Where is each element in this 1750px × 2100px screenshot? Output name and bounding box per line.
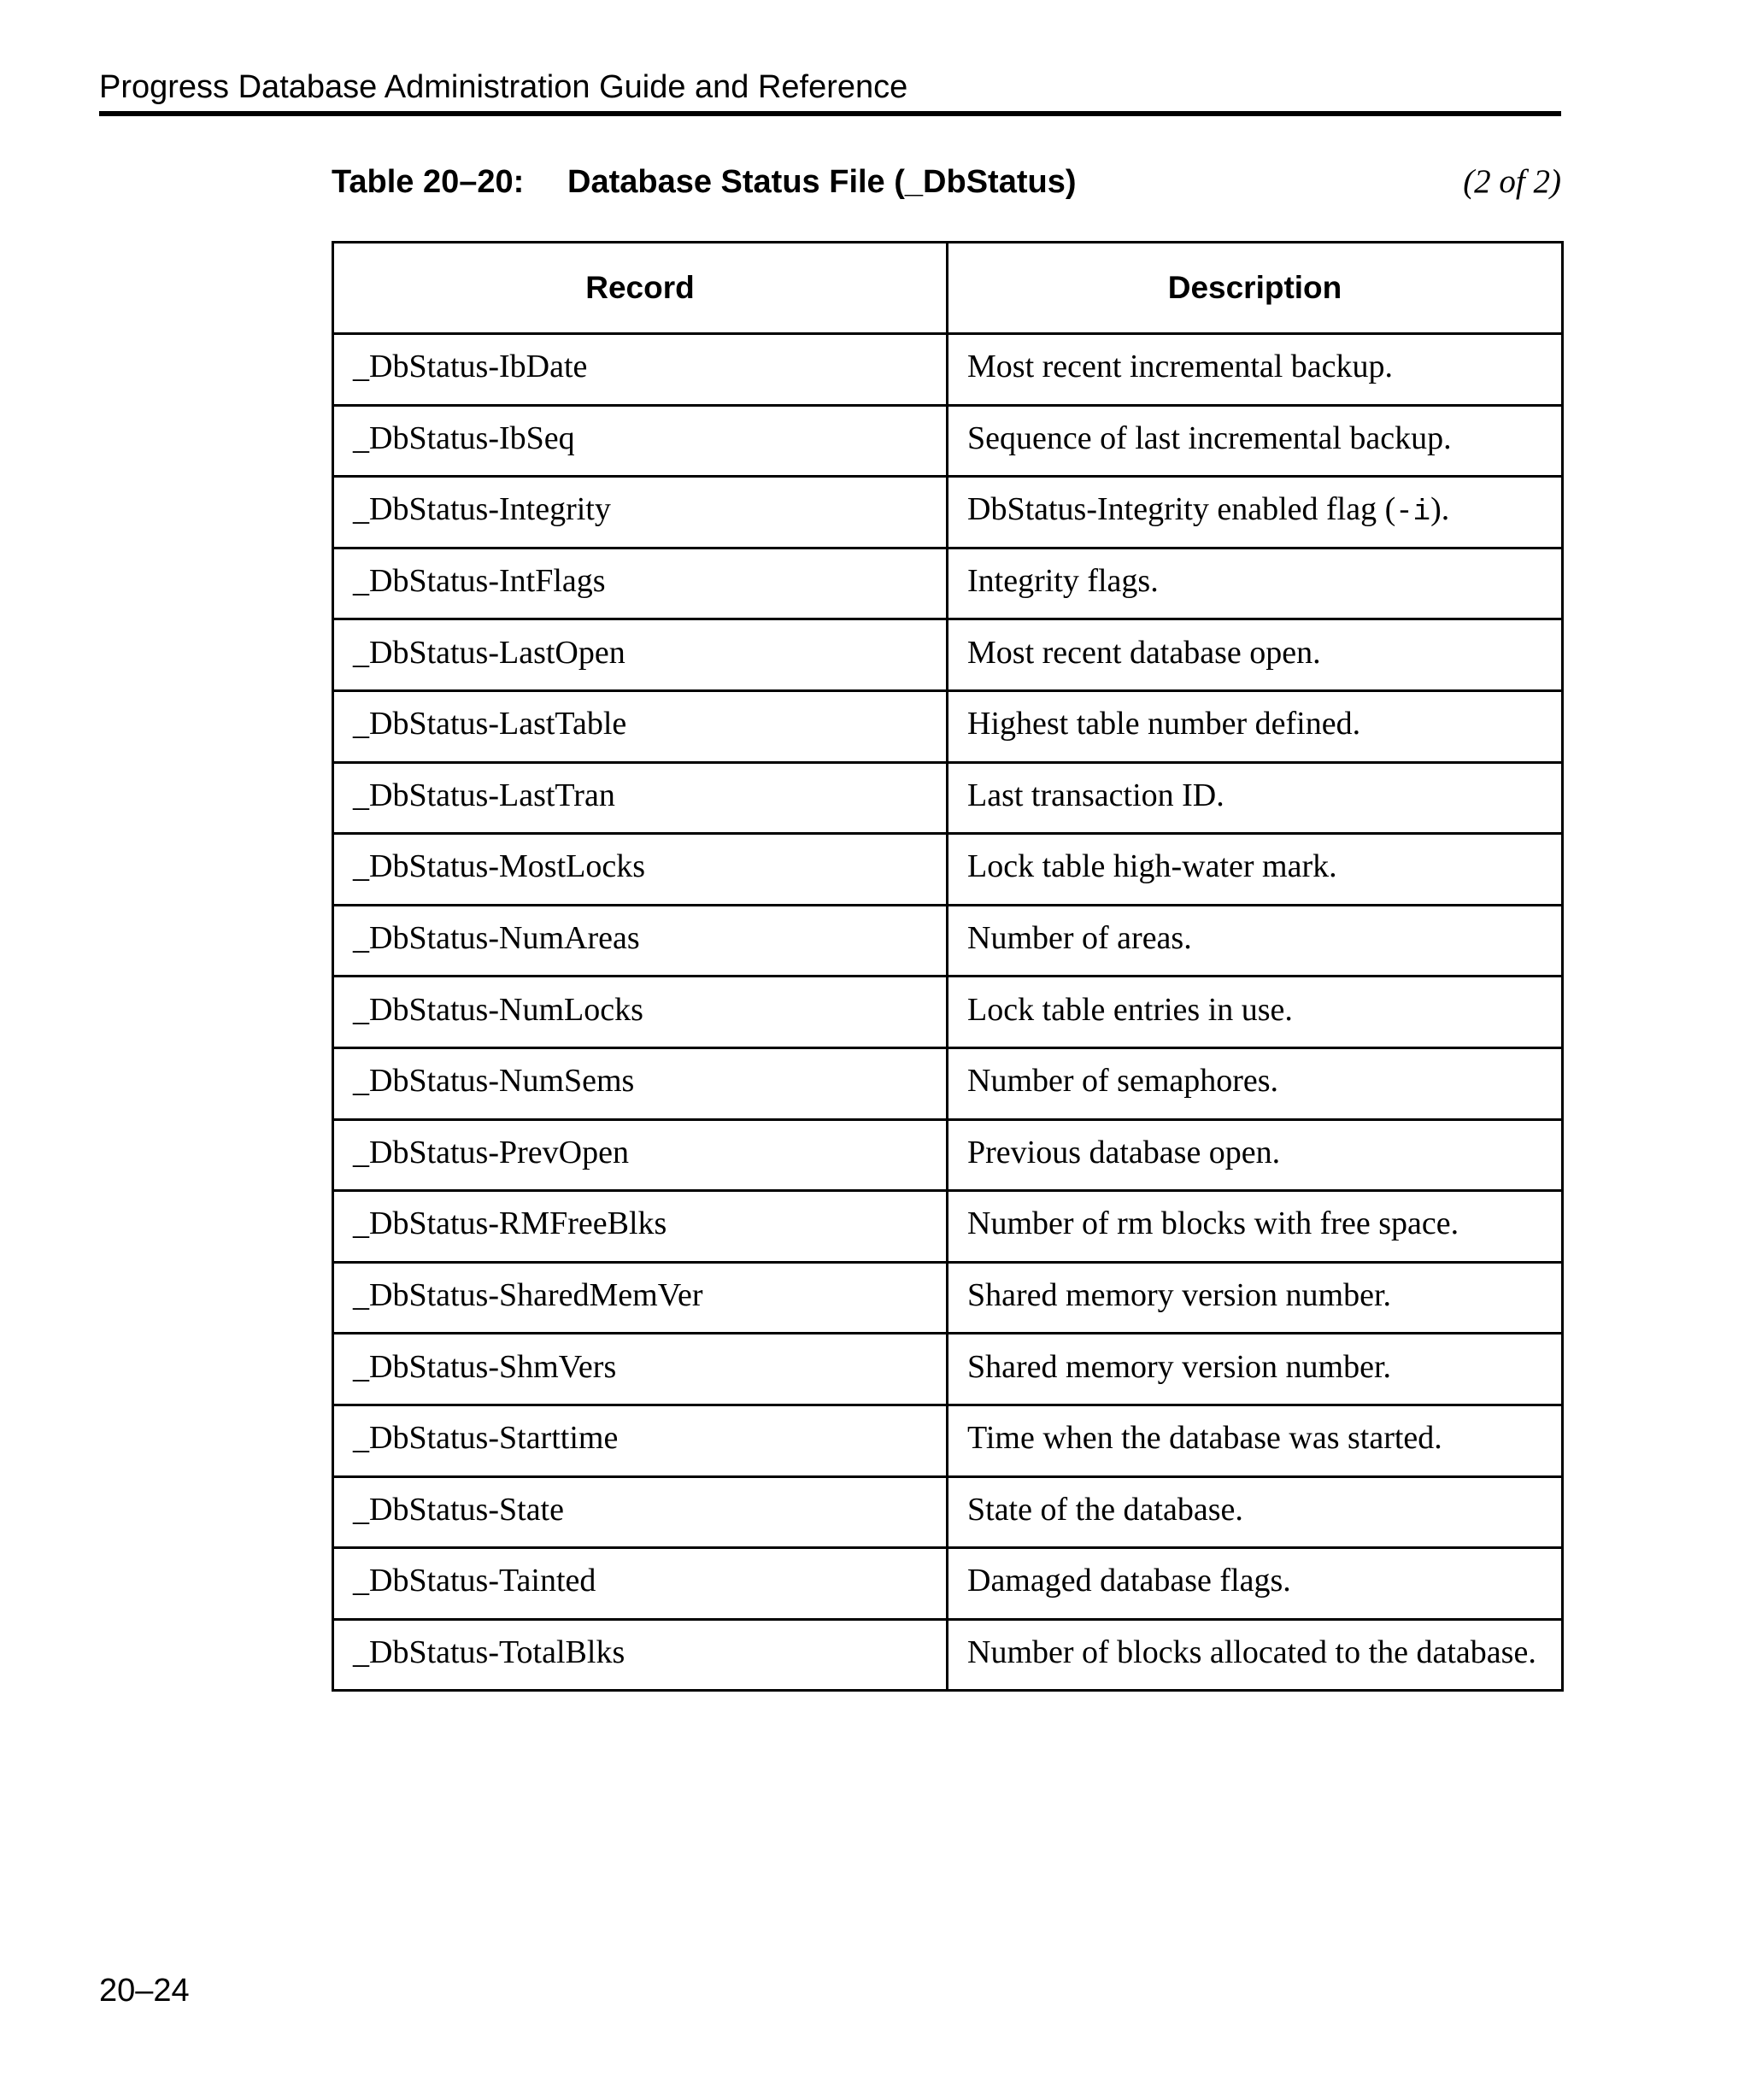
description-cell: Number of blocks allocated to the database. xyxy=(948,1619,1563,1691)
description-cell: Damaged database flags. xyxy=(948,1548,1563,1620)
description-cell: State of the database. xyxy=(948,1476,1563,1548)
table-caption xyxy=(332,161,1561,203)
table-row xyxy=(333,1334,1563,1405)
table-row xyxy=(333,619,1563,691)
table-row xyxy=(333,405,1563,477)
running-header: Progress Database Administration Guide and Reference xyxy=(99,69,908,105)
record-cell: _DbStatus-SharedMemVer xyxy=(333,1262,948,1334)
header-rule xyxy=(99,111,1561,116)
record-cell: _DbStatus-IbSeq xyxy=(333,405,948,477)
description-cell: Time when the database was started. xyxy=(948,1405,1563,1476)
description-cell: Number of rm blocks with free space. xyxy=(948,1191,1563,1263)
table-row xyxy=(333,690,1563,762)
record-cell: _DbStatus-LastOpen xyxy=(333,619,948,691)
table-row xyxy=(333,977,1563,1048)
table-title: Database Status File (_DbStatus) xyxy=(567,164,1077,200)
record-cell: _DbStatus-IbDate xyxy=(333,334,948,406)
table-row xyxy=(333,1619,1563,1691)
table-continuation: (2 of 2) xyxy=(1463,163,1561,200)
record-cell: _DbStatus-Integrity xyxy=(333,477,948,548)
option-code: -i xyxy=(1395,496,1431,529)
record-cell: _DbStatus-IntFlags xyxy=(333,548,948,619)
record-cell: _DbStatus-Tainted xyxy=(333,1548,948,1620)
description-cell: Last transaction ID. xyxy=(948,762,1563,834)
table-row xyxy=(333,1191,1563,1263)
description-cell: Most recent incremental backup. xyxy=(948,334,1563,406)
record-cell: _DbStatus-TotalBlks xyxy=(333,1619,948,1691)
record-cell: _DbStatus-ShmVers xyxy=(333,1334,948,1405)
record-cell: _DbStatus-RMFreeBlks xyxy=(333,1191,948,1263)
description-text: DbStatus-Integrity enabled flag ( xyxy=(967,490,1396,527)
description-cell xyxy=(948,477,1563,548)
table-row xyxy=(333,1548,1563,1620)
record-cell: _DbStatus-NumLocks xyxy=(333,977,948,1048)
record-cell: _DbStatus-Starttime xyxy=(333,1405,948,1476)
table-row xyxy=(333,905,1563,977)
table-row xyxy=(333,334,1563,406)
record-cell: _DbStatus-MostLocks xyxy=(333,834,948,906)
table-number: Table 20–20: xyxy=(332,164,525,200)
status-table xyxy=(332,241,1564,1692)
column-header-description: Description xyxy=(948,243,1563,334)
description-cell: Shared memory version number. xyxy=(948,1262,1563,1334)
description-cell: Highest table number defined. xyxy=(948,690,1563,762)
description-cell: Lock table high-water mark. xyxy=(948,834,1563,906)
description-cell: Sequence of last incremental backup. xyxy=(948,405,1563,477)
record-cell: _DbStatus-NumSems xyxy=(333,1047,948,1119)
table-row xyxy=(333,1119,1563,1191)
description-cell: Number of areas. xyxy=(948,905,1563,977)
table-row xyxy=(333,548,1563,619)
record-cell: _DbStatus-LastTable xyxy=(333,690,948,762)
table-row xyxy=(333,1262,1563,1334)
record-cell: _DbStatus-NumAreas xyxy=(333,905,948,977)
description-cell: Most recent database open. xyxy=(948,619,1563,691)
table-row xyxy=(333,1476,1563,1548)
page-number: 20–24 xyxy=(99,1973,190,2009)
table-row xyxy=(333,1047,1563,1119)
column-header-record: Record xyxy=(333,243,948,334)
table-header-row xyxy=(333,243,1563,334)
description-text-after: ). xyxy=(1430,490,1450,527)
record-cell: _DbStatus-PrevOpen xyxy=(333,1119,948,1191)
table-row xyxy=(333,1405,1563,1476)
table-row xyxy=(333,477,1563,548)
description-cell: Shared memory version number. xyxy=(948,1334,1563,1405)
description-cell: Lock table entries in use. xyxy=(948,977,1563,1048)
record-cell: _DbStatus-State xyxy=(333,1476,948,1548)
table-row xyxy=(333,834,1563,906)
table-row xyxy=(333,762,1563,834)
record-cell: _DbStatus-LastTran xyxy=(333,762,948,834)
description-cell: Integrity flags. xyxy=(948,548,1563,619)
description-cell: Number of semaphores. xyxy=(948,1047,1563,1119)
description-cell: Previous database open. xyxy=(948,1119,1563,1191)
